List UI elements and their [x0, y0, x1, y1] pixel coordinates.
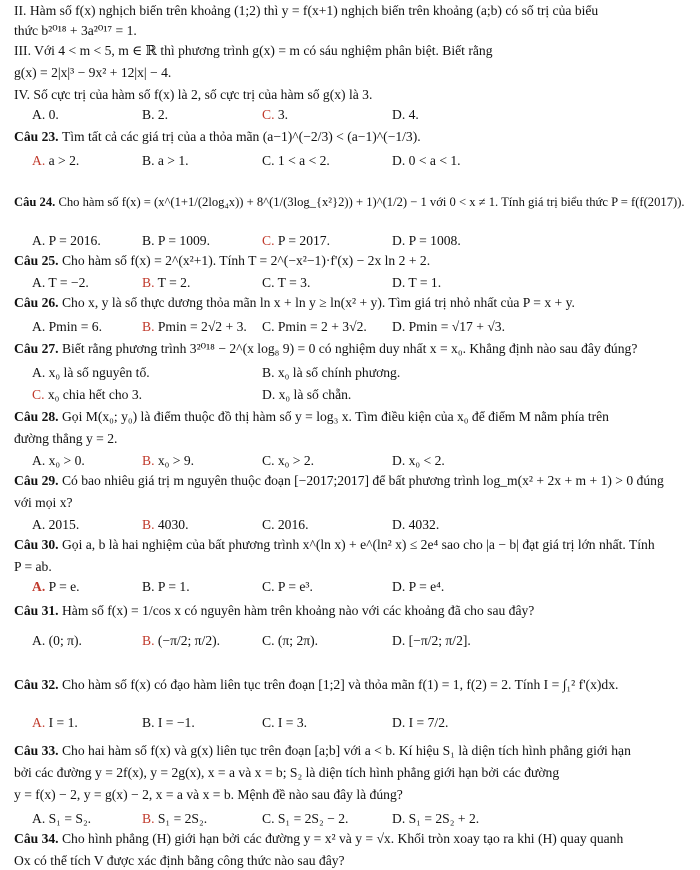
question-number: Câu 24.	[14, 195, 59, 209]
option-label: C.	[32, 387, 48, 402]
q33-option-c	[262, 810, 348, 828]
q30-option-a	[32, 578, 80, 596]
option-label: A.	[32, 319, 49, 334]
option-label: A.	[32, 715, 49, 730]
q24-option-d	[392, 232, 461, 250]
q28-option-a	[32, 452, 85, 470]
option-label: D.	[392, 153, 409, 168]
question-number: Câu 28.	[14, 409, 62, 424]
q25-option-d	[392, 274, 441, 292]
option-label: C.	[262, 715, 278, 730]
option-text: P = 1.	[157, 579, 190, 594]
option-label: A.	[32, 517, 49, 532]
q28-option-d	[392, 452, 445, 470]
q26-option-a	[32, 318, 102, 336]
option-label: C.	[262, 517, 278, 532]
question-31	[14, 602, 690, 620]
option-text: x₀ > 0.	[48, 453, 85, 468]
option-text: S₁ = 2S₂ + 2.	[408, 811, 480, 826]
question-33-cont: bởi các đường y = 2f(x), y = 2g(x), x = a và x = b; S₂ là diện tích hình phẳng giới hạn bởi các đường	[14, 765, 560, 780]
q27-option-c	[32, 386, 142, 404]
option-text: S₁ = 2S₂.	[157, 811, 208, 826]
question-30	[14, 536, 690, 554]
option-text: 4.	[408, 107, 419, 122]
option-text: Pmin = 6.	[48, 319, 102, 334]
question-26	[14, 294, 690, 312]
statement-line-0: II. Hàm số f(x) nghịch biến trên khoảng (1;2) thì y = f(x+1) nghịch biến trên khoảng (a;b) có số trị của biểu	[14, 3, 599, 18]
question-29	[14, 472, 690, 490]
option-label: A.	[32, 233, 49, 248]
question-33	[14, 742, 690, 760]
option-label: B.	[142, 579, 158, 594]
question-text: Có bao nhiêu giá trị m nguyên thuộc đoạn [−2017;2017] để bất phương trình log_m(x² + 2x + m + 1) > 0 đúng	[61, 473, 664, 488]
option-text: (−π/2; π/2).	[157, 633, 221, 648]
option-text: T = −2.	[48, 275, 89, 290]
option-label: A.	[32, 107, 49, 122]
option-label: D.	[392, 319, 409, 334]
q31-option-d	[392, 632, 471, 650]
option-text: x₀ là số chính phương.	[277, 365, 401, 380]
option-label: C.	[262, 633, 278, 648]
option-label: A.	[32, 579, 49, 594]
option-label: A.	[32, 365, 49, 380]
option-text: 2.	[157, 107, 169, 122]
option-text: a > 2.	[48, 153, 80, 168]
option-text: T = 2.	[157, 275, 191, 290]
question-28-cont: đường thẳng y = 2.	[14, 431, 118, 446]
option-text: [−π/2; π/2].	[408, 633, 471, 648]
option-text: 3.	[277, 107, 289, 122]
statement-line-2: III. Với 4 < m < 5, m ∈ ℝ thì phương trình g(x) = m có sáu nghiệm phân biệt. Biết rằng	[14, 43, 493, 58]
q25-option-b	[142, 274, 190, 292]
q30-option-c	[262, 578, 313, 596]
option-label: D.	[392, 517, 409, 532]
option-text: a > 1.	[157, 153, 189, 168]
option-text: P = 1009.	[157, 233, 210, 248]
option-label: C.	[262, 233, 278, 248]
option-text: 4032.	[408, 517, 440, 532]
question-30-cont: P = ab.	[14, 559, 52, 574]
option-label: A.	[32, 811, 49, 826]
question-text: Tìm tất cả các giá trị của a thỏa mãn (a−1)^(−2/3) < (a−1)^(−1/3).	[61, 129, 421, 144]
q23-option-b	[142, 152, 189, 170]
option-label: D.	[392, 275, 409, 290]
q27-option-b	[262, 364, 400, 382]
option-text: Pmin = 2√2 + 3.	[157, 319, 247, 334]
q23-option-a	[32, 152, 79, 170]
q32-option-d	[392, 714, 448, 732]
question-text: Cho hàm số f(x) = (x^(1+1/(2log₄x)) + 8^(1/(3log_{x²}2)) + 1)^(1/2) − 1 với 0 < x ≠ 1. Tính giá trị biểu thức P = f(f(2017)).	[58, 195, 685, 209]
q26-option-b	[142, 318, 247, 336]
statement-option-0	[32, 106, 59, 124]
option-text: 1 < a < 2.	[277, 153, 330, 168]
option-text: Pmin = 2 + 3√2.	[277, 319, 367, 334]
q24-option-c	[262, 232, 330, 250]
q28-option-b	[142, 452, 194, 470]
option-label: D.	[262, 387, 279, 402]
option-text: 2015.	[48, 517, 80, 532]
statement-line-3: g(x) = 2|x|³ − 9x² + 12|x| − 4.	[14, 65, 172, 80]
q33-option-d	[392, 810, 479, 828]
option-text: (π; 2π).	[277, 633, 319, 648]
option-text: x₀ chia hết cho 3.	[47, 387, 143, 402]
option-label: B.	[142, 633, 158, 648]
option-text: P = e⁴.	[408, 579, 445, 594]
option-label: D.	[392, 233, 409, 248]
q29-option-b	[142, 516, 188, 534]
option-label: C.	[262, 275, 278, 290]
option-label: A.	[32, 453, 49, 468]
option-text: x₀ < 2.	[408, 453, 445, 468]
option-label: B.	[142, 319, 158, 334]
question-32	[14, 676, 690, 694]
option-text: S₁ = S₂.	[48, 811, 92, 826]
q27-option-d	[262, 386, 351, 404]
option-label: C.	[262, 811, 278, 826]
option-text: 0.	[48, 107, 59, 122]
q24-option-a	[32, 232, 101, 250]
q32-option-a	[32, 714, 78, 732]
option-label: B.	[142, 107, 158, 122]
option-text: P = 1008.	[408, 233, 461, 248]
question-text: Cho hình phẳng (H) giới hạn bởi các đường y = x² và y = √x. Khối tròn xoay tạo ra khi (H) quay quanh	[61, 831, 624, 846]
option-text: 0 < a < 1.	[408, 153, 461, 168]
option-label: B.	[142, 233, 158, 248]
option-text: T = 3.	[277, 275, 311, 290]
option-text: P = e³.	[277, 579, 313, 594]
option-label: A.	[32, 633, 49, 648]
statement-option-2	[262, 106, 288, 124]
option-label: B.	[142, 517, 158, 532]
statement-option-3	[392, 106, 419, 124]
option-label: D.	[392, 107, 409, 122]
question-number: Câu 34.	[14, 831, 62, 846]
question-33-cont2: y = f(x) − 2, y = g(x) − 2, x = a và x = b. Mệnh đề nào sau đây là đúng?	[14, 787, 403, 802]
option-label: D.	[392, 715, 409, 730]
option-label: B.	[142, 811, 158, 826]
option-text: 4030.	[157, 517, 189, 532]
q33-option-b	[142, 810, 207, 828]
option-text: 2016.	[277, 517, 309, 532]
q31-option-a	[32, 632, 82, 650]
question-number: Câu 32.	[14, 677, 62, 692]
option-label: C.	[262, 579, 278, 594]
option-label: C.	[262, 107, 278, 122]
option-label: B.	[142, 275, 158, 290]
question-text: Cho hàm số f(x) = 2^(x²+1). Tính T = 2^(−x²−1)·f'(x) − 2x ln 2 + 2.	[61, 253, 431, 268]
option-label: B.	[142, 153, 158, 168]
option-label: C.	[262, 153, 278, 168]
option-label: C.	[262, 453, 278, 468]
option-text: I = 7/2.	[408, 715, 449, 730]
option-text: P = 2017.	[277, 233, 330, 248]
question-text: Gọi M(x₀; y₀) là điểm thuộc đồ thị hàm số y = log₃ x. Tìm điều kiện của x₀ để điểm M nằm phía trên	[61, 409, 609, 424]
question-text: Cho hai hàm số f(x) và g(x) liên tục trên đoạn [a;b] với a < b. Kí hiệu S₁ là diện tích hình phẳng giới hạn	[61, 743, 631, 758]
question-text: Cho hàm số f(x) có đạo hàm liên tục trên đoạn [1;2] và thỏa mãn f(1) = 1, f(2) = 2. Tính I = ∫₁² f'(x)dx.	[61, 677, 619, 692]
q30-option-d	[392, 578, 444, 596]
question-text: Biết rằng phương trình 3²⁰¹⁸ − 2^(x log₈ 9) = 0 có nghiệm duy nhất x = x₀. Khẳng định nào sau đây đúng?	[61, 341, 638, 356]
option-label: D.	[392, 811, 409, 826]
option-label: B.	[262, 365, 278, 380]
option-text: P = e.	[48, 579, 80, 594]
option-text: P = 2016.	[48, 233, 101, 248]
option-label: D.	[392, 579, 409, 594]
question-number: Câu 26.	[14, 295, 62, 310]
option-text: S₁ = 2S₂ − 2.	[277, 811, 349, 826]
question-text: Cho x, y là số thực dương thỏa mãn ln x + ln y ≥ ln(x² + y). Tìm giá trị nhỏ nhất của P = x + y.	[61, 295, 575, 310]
question-27	[14, 340, 690, 358]
q33-option-a	[32, 810, 91, 828]
question-34	[14, 830, 690, 848]
question-29-cont: với mọi x?	[14, 495, 73, 510]
q25-option-a	[32, 274, 89, 292]
option-label: B.	[142, 453, 158, 468]
option-text: I = 3.	[277, 715, 308, 730]
q23-option-c	[262, 152, 330, 170]
question-25	[14, 252, 690, 270]
question-23	[14, 128, 690, 146]
option-label: A.	[32, 153, 49, 168]
q31-option-b	[142, 632, 220, 650]
option-text: (0; π).	[48, 633, 82, 648]
q24-option-b	[142, 232, 210, 250]
question-34-cont: Ox có thể tích V được xác định bằng công thức nào sau đây?	[14, 853, 345, 868]
q30-option-b	[142, 578, 190, 596]
question-24	[14, 194, 690, 211]
question-number: Câu 23.	[14, 129, 62, 144]
q31-option-c	[262, 632, 318, 650]
option-text: x₀ > 2.	[277, 453, 315, 468]
option-text: I = 1.	[48, 715, 78, 730]
question-number: Câu 27.	[14, 341, 62, 356]
statement-line-4: IV. Số cực trị của hàm số f(x) là 2, số cực trị của hàm số g(x) là 3.	[14, 87, 373, 102]
option-text: Pmin = √17 + √3.	[408, 319, 505, 334]
q29-option-a	[32, 516, 79, 534]
question-text: Hàm số f(x) = 1/cos x có nguyên hàm trên khoảng nào với các khoảng đã cho sau đây?	[61, 603, 535, 618]
question-text: Gọi a, b là hai nghiệm của bất phương trình x^(ln x) + e^(ln² x) ≤ 2e⁴ sao cho |a − b| đạt giá trị lớn nhất. Tính	[61, 537, 655, 552]
question-28	[14, 408, 690, 426]
q23-option-d	[392, 152, 461, 170]
question-number: Câu 25.	[14, 253, 62, 268]
q26-option-d	[392, 318, 505, 336]
q27-option-a	[32, 364, 150, 382]
option-label: A.	[32, 275, 49, 290]
q32-option-b	[142, 714, 195, 732]
option-text: T = 1.	[408, 275, 442, 290]
q32-option-c	[262, 714, 307, 732]
question-number: Câu 33.	[14, 743, 62, 758]
q29-option-c	[262, 516, 308, 534]
q29-option-d	[392, 516, 439, 534]
option-text: x₀ > 9.	[157, 453, 195, 468]
option-text: x₀ là số chẵn.	[278, 387, 352, 402]
option-label: B.	[142, 715, 158, 730]
option-label: D.	[392, 633, 409, 648]
question-number: Câu 30.	[14, 537, 62, 552]
option-label: D.	[392, 453, 409, 468]
q28-option-c	[262, 452, 314, 470]
option-text: I = −1.	[157, 715, 195, 730]
statement-option-1	[142, 106, 168, 124]
statement-line-1: thức b²⁰¹⁸ + 3a²⁰¹⁷ = 1.	[14, 23, 137, 38]
q25-option-c	[262, 274, 310, 292]
option-label: C.	[262, 319, 278, 334]
option-text: x₀ là số nguyên tố.	[48, 365, 150, 380]
question-number: Câu 31.	[14, 603, 62, 618]
question-number: Câu 29.	[14, 473, 62, 488]
q26-option-c	[262, 318, 367, 336]
